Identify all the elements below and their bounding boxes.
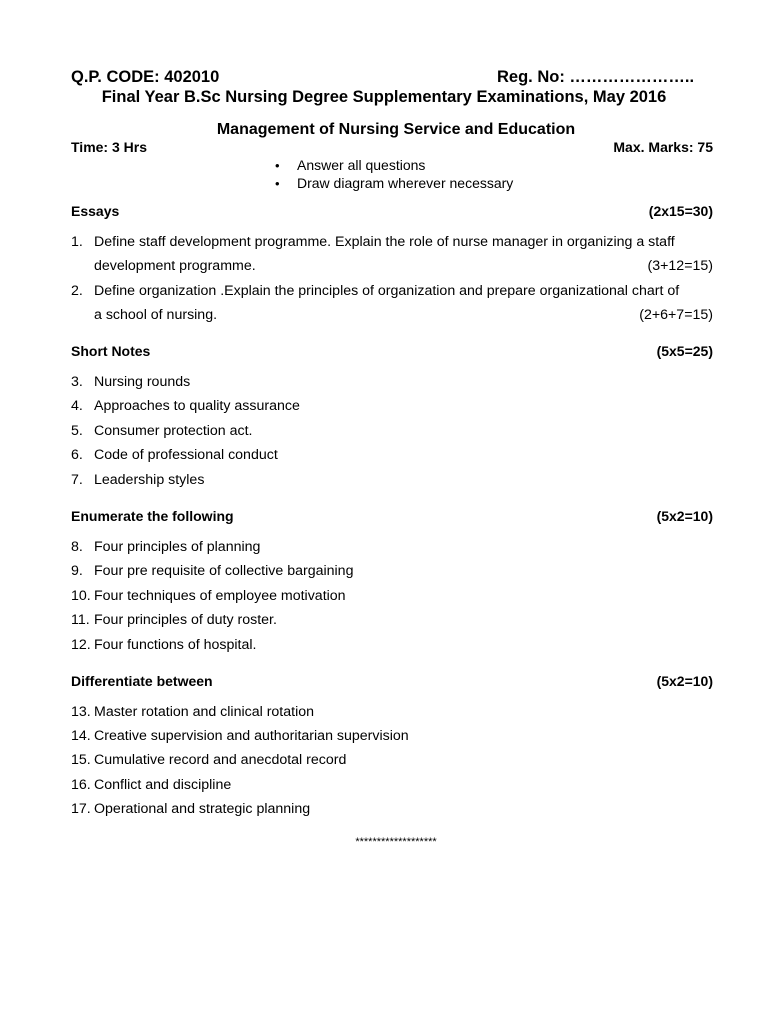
end-marker: ******************* [355, 836, 437, 848]
question-row: 2. Define organization .Explain the principles of organization and prepare organizational chart of [71, 283, 680, 299]
instruction-item: • Draw diagram wherever necessary [275, 175, 514, 191]
question-continuation: a school of nursing. [94, 307, 218, 323]
instruction-item: • Answer all questions [275, 157, 426, 173]
question-row: 8. Four principles of planning [71, 539, 261, 555]
section-marks-enumerate: (5x2=10) [656, 508, 713, 524]
question-row: 14. Creative supervision and authoritarian supervision [71, 728, 409, 744]
question-row: 15. Cumulative record and anecdotal record [71, 752, 347, 768]
exam-title: Final Year B.Sc Nursing Degree Supplementary Examinations, May 2016 [101, 88, 667, 106]
section-marks-short-notes: (5x5=25) [656, 343, 713, 359]
question-row: 4. Approaches to quality assurance [71, 398, 300, 414]
question-row: 5. Consumer protection act. [71, 423, 253, 439]
question-row: 10. Four techniques of employee motivation [71, 588, 346, 604]
question-row: 1. Define staff development programme. Explain the role of nurse manager in organizing a staff [71, 234, 675, 250]
bullet-icon: • [275, 158, 280, 173]
question-marks: (2+6+7=15) [639, 307, 713, 323]
question-marks: (3+12=15) [647, 258, 713, 274]
question-row: 11. Four principles of duty roster. [71, 612, 277, 628]
section-title-short-notes: Short Notes [71, 343, 151, 359]
section-marks-essays: (2x15=30) [648, 203, 713, 219]
section-marks-differentiate: (5x2=10) [656, 673, 713, 689]
max-marks: Max. Marks: 75 [613, 139, 713, 155]
subject-title: Management of Nursing Service and Education [216, 121, 576, 138]
question-row: 16. Conflict and discipline [71, 777, 232, 793]
section-title-enumerate: Enumerate the following [71, 508, 234, 524]
question-row: 12. Four functions of hospital. [71, 637, 257, 653]
question-row: 9. Four pre requisite of collective bargaining [71, 563, 354, 579]
section-title-essays: Essays [71, 203, 120, 219]
question-row: 6. Code of professional conduct [71, 447, 278, 463]
qp-code: Q.P. CODE: 402010 [71, 68, 220, 86]
bullet-icon: • [275, 176, 280, 191]
question-row: 17. Operational and strategic planning [71, 801, 311, 817]
question-row: 3. Nursing rounds [71, 374, 191, 390]
question-row: 7. Leadership styles [71, 472, 205, 488]
question-row: 13. Master rotation and clinical rotation [71, 704, 315, 720]
reg-no: Reg. No: ………………….. [497, 68, 695, 86]
time-label: Time: 3 Hrs [71, 139, 147, 155]
section-title-differentiate: Differentiate between [71, 673, 213, 689]
question-continuation: development programme. [94, 258, 256, 274]
